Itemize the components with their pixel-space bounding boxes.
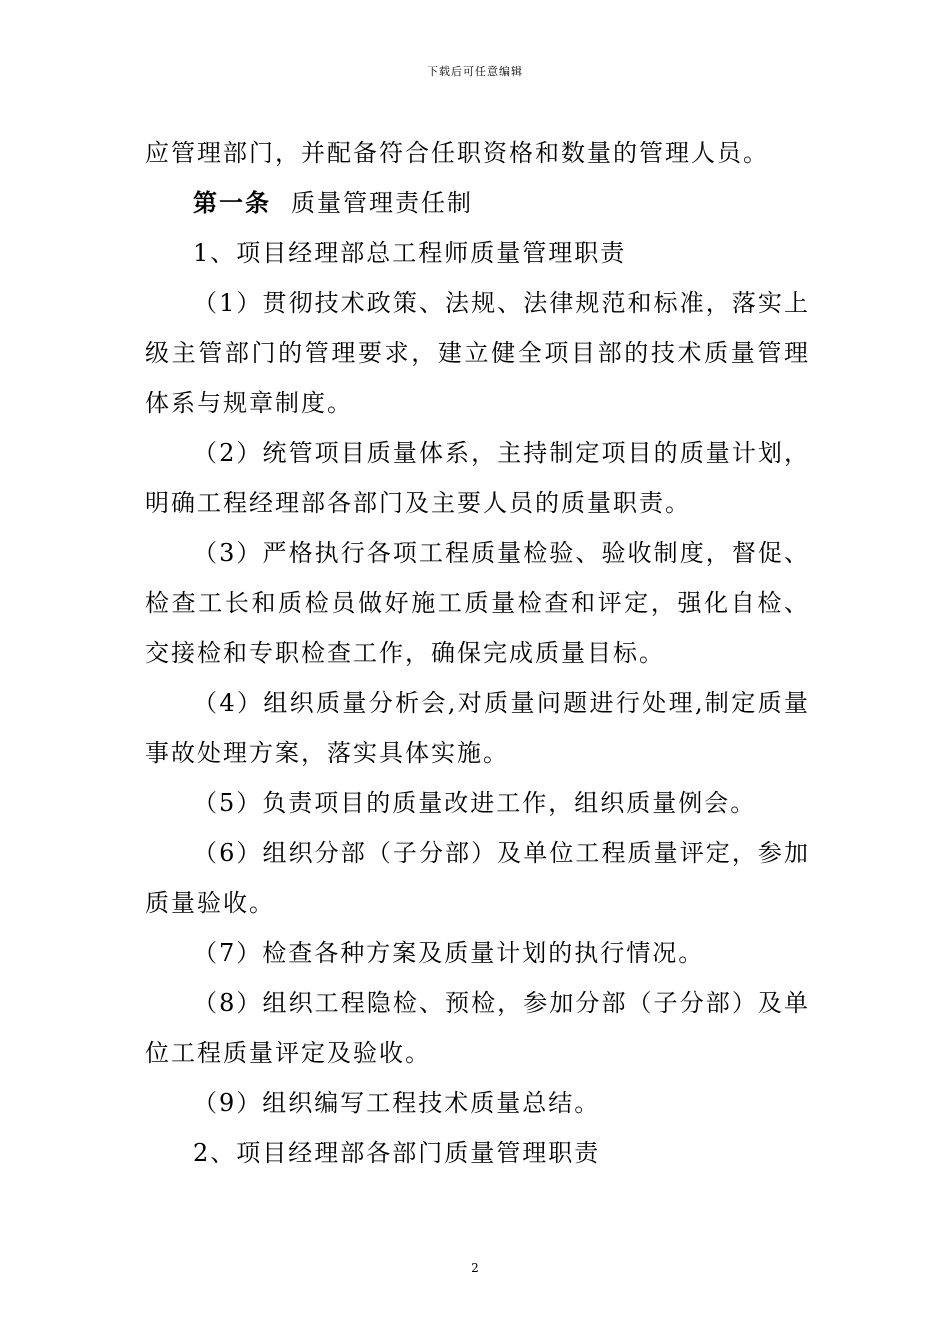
section-heading: 2、项目经理部各部门质量管理职责 xyxy=(193,1139,601,1167)
list-item-line: 质量验收。 xyxy=(145,889,275,917)
article-heading xyxy=(145,178,810,228)
page-header: 下载后可任意编辑 xyxy=(427,65,523,78)
list-item-line: 事故处理方案，落实具体实施。 xyxy=(145,739,509,767)
page-number: 2 xyxy=(471,1261,479,1275)
list-item-line: 体系与规章制度。 xyxy=(145,389,353,417)
list-item-line: 交接检和专职检查工作，确保完成质量目标。 xyxy=(145,639,665,667)
list-item-line: （4）组织质量分析会,对质量问题进行处理,制定质量 xyxy=(193,689,810,717)
list-item-line: （8）组织工程隐检、预检，参加分部（子分部）及单 xyxy=(193,989,810,1017)
list-item-line: （7）检查各种方案及质量计划的执行情况。 xyxy=(193,939,705,967)
article-number: 第一条 xyxy=(193,188,271,217)
list-item-line: 检查工长和质检员做好施工质量检查和评定，强化自检、 xyxy=(145,589,810,617)
list-item-line: （9）组织编写工程技术质量总结。 xyxy=(193,1089,601,1117)
list-item-line: （1）贯彻技术政策、法规、法律规范和标准，落实上 xyxy=(193,289,810,317)
section-heading: 1、项目经理部总工程师质量管理职责 xyxy=(193,239,627,267)
list-item-line: （5）负责项目的质量改进工作，组织质量例会。 xyxy=(193,789,757,817)
list-item-line: 级主管部门的管理要求，建立健全项目部的技术质量管理 xyxy=(145,339,810,367)
list-item-line: 明确工程经理部各部门及主要人员的质量职责。 xyxy=(145,489,691,517)
list-item-line: 位工程质量评定及验收。 xyxy=(145,1039,431,1067)
document-body xyxy=(145,128,810,1178)
article-title: 质量管理责任制 xyxy=(291,189,473,217)
list-item-line: （2）统管项目质量体系，主持制定项目的质量计划， xyxy=(193,439,810,467)
list-item-line: （6）组织分部（子分部）及单位工程质量评定，参加 xyxy=(193,839,810,867)
list-item-line: （3）严格执行各项工程质量检验、验收制度，督促、 xyxy=(193,539,810,567)
paragraph-line: 应管理部门，并配备符合任职资格和数量的管理人员。 xyxy=(145,139,769,167)
